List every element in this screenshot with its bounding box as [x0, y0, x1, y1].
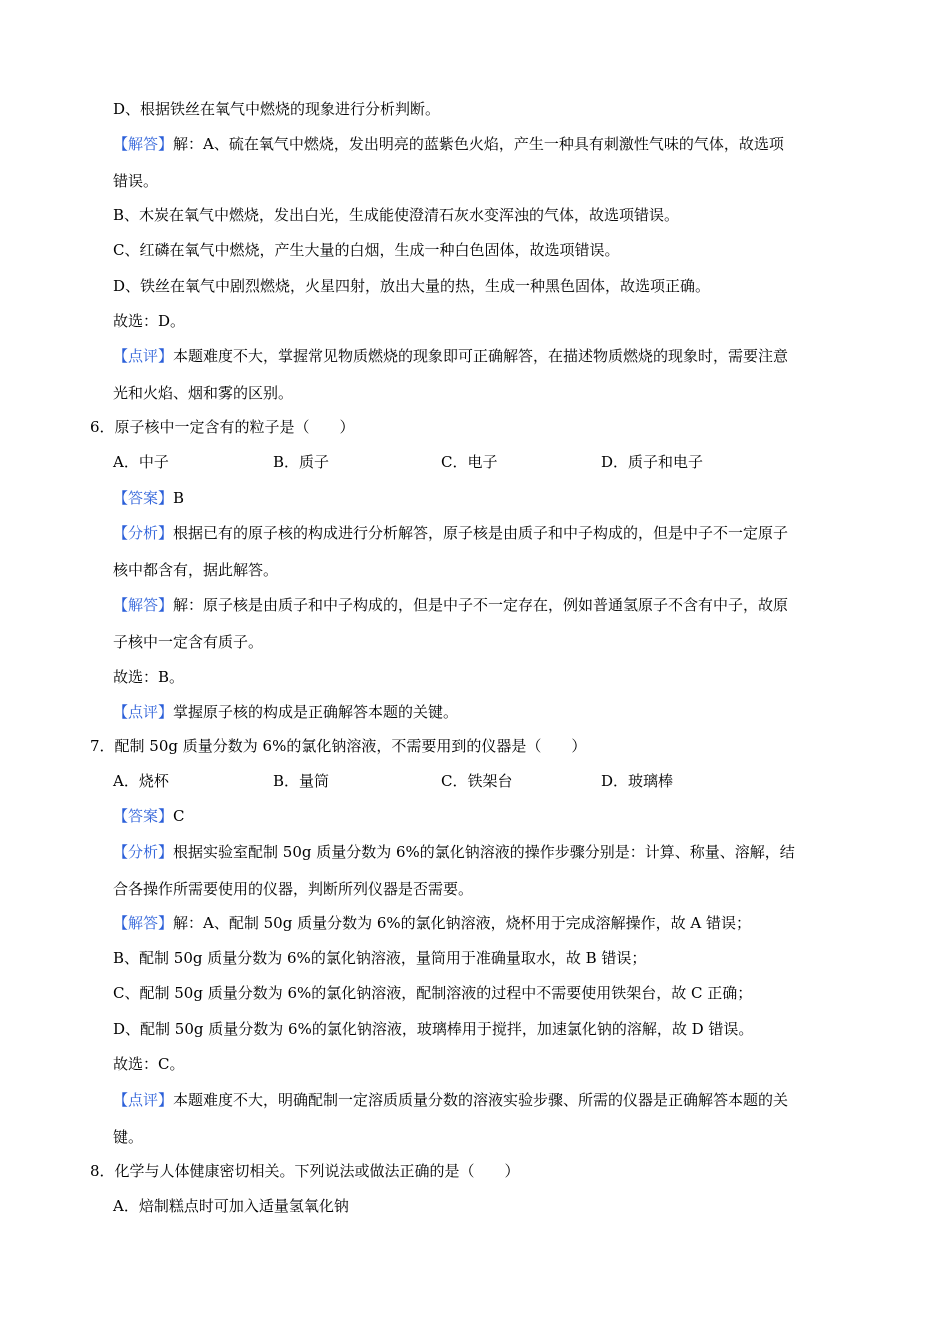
q7-analysis-line [113, 842, 795, 862]
answer-value: C [173, 807, 185, 825]
analysis-tag: 【分析】 [113, 843, 174, 861]
answer-tag: 【答案】 [113, 489, 174, 507]
text-line: 合各操作所需要使用的仪器，判断所列仪器是否需要。 [113, 880, 474, 898]
comment-tag: 【点评】 [113, 347, 174, 365]
answer-value: B [173, 489, 185, 507]
q7-choice-line: 故选：C。 [113, 1055, 185, 1073]
q7-option-b: B．量筒 [273, 772, 330, 790]
solution-text: 解：A、硫在氧气中燃烧，发出明亮的蓝紫色火焰，产生一种具有刺激性气味的气体，故选项 [173, 135, 784, 153]
q6-solution-line [113, 595, 788, 615]
text-line: B、配制 50g 质量分数为 6%的氯化钠溶液，量筒用于准确量取水，故 B 错误； [113, 949, 647, 967]
q7-option-d: D．玻璃棒 [601, 772, 674, 790]
question-8-stem: 8．化学与人体健康密切相关。下列说法或做法正确的是（ ） [90, 1162, 520, 1180]
q6-option-c: C．电子 [441, 453, 498, 471]
question-7-stem: 7．配制 50g 质量分数为 6%的氯化钠溶液，不需要用到的仪器是（ ） [90, 737, 587, 755]
q8-option-a: A．焙制糕点时可加入适量氢氧化钠 [113, 1197, 349, 1215]
q7-comment-line [113, 1090, 788, 1110]
text-line: C、红磷在氧气中燃烧，产生大量的白烟，生成一种白色固体，故选项错误。 [113, 241, 620, 259]
q6-answer-line [113, 488, 184, 508]
text-line: D、配制 50g 质量分数为 6%的氯化钠溶液，玻璃棒用于搅拌，加速氯化钠的溶解，故 D 错误。 [113, 1020, 754, 1038]
solution-text: 解：A、配制 50g 质量分数为 6%的氯化钠溶液，烧杯用于完成溶解操作，故 A 错误； [173, 914, 752, 932]
comment-text: 本题难度不大，掌握常见物质燃烧的现象即可正确解答，在描述物质燃烧的现象时，需要注意 [173, 347, 789, 365]
text-line: 子核中一定含有质子。 [113, 633, 264, 651]
q7-solution-line [113, 913, 751, 933]
comment-tag: 【点评】 [113, 1091, 174, 1109]
analysis-text: 根据已有的原子核的构成进行分析解答，原子核是由质子和中子构成的，但是中子不一定原子 [173, 524, 789, 542]
analysis-tag: 【分析】 [113, 524, 174, 542]
solution-tag: 【解答】 [113, 135, 174, 153]
question-6-stem: 6．原子核中一定含有的粒子是（ ） [90, 418, 355, 436]
q6-comment-line [113, 702, 458, 722]
comment-line [113, 346, 788, 366]
text-line: 核中都含有，据此解答。 [113, 561, 279, 579]
solution-tag: 【解答】 [113, 914, 174, 932]
text-line: C、配制 50g 质量分数为 6%的氯化钠溶液，配制溶液的过程中不需要使用铁架台，故 C 正确； [113, 984, 753, 1002]
q6-analysis-line [113, 523, 788, 543]
comment-text: 本题难度不大，明确配制一定溶质质量分数的溶液实验步骤、所需的仪器是正确解答本题的关 [173, 1091, 789, 1109]
q6-option-b: B．质子 [273, 453, 330, 471]
text-line: D、根据铁丝在氧气中燃烧的现象进行分析判断。 [113, 100, 441, 118]
comment-tag: 【点评】 [113, 703, 174, 721]
q7-option-c: C．铁架台 [441, 772, 513, 790]
text-line: 光和火焰、烟和雾的区别。 [113, 384, 294, 402]
q6-choice-line: 故选：B。 [113, 668, 185, 686]
q7-answer-line [113, 806, 185, 826]
solution-line [113, 134, 784, 154]
q6-option-d: D．质子和电子 [601, 453, 704, 471]
q7-option-a: A．烧杯 [113, 772, 169, 790]
solution-tag: 【解答】 [113, 596, 174, 614]
solution-text: 解：原子核是由质子和中子构成的，但是中子不一定存在，例如普通氢原子不含有中子，故原 [173, 596, 789, 614]
comment-text: 掌握原子核的构成是正确解答本题的关键。 [173, 703, 459, 721]
q6-option-a: A．中子 [113, 453, 169, 471]
text-line: 键。 [113, 1128, 144, 1146]
analysis-text: 根据实验室配制 50g 质量分数为 6%的氯化钠溶液的操作步骤分别是：计算、称量、溶解，结 [173, 843, 795, 861]
choice-line: 故选：D。 [113, 312, 186, 330]
text-line: 错误。 [113, 172, 159, 190]
answer-tag: 【答案】 [113, 807, 174, 825]
text-line: D、铁丝在氧气中剧烈燃烧，火星四射，放出大量的热，生成一种黑色固体，故选项正确。 [113, 277, 711, 295]
text-line: B、木炭在氧气中燃烧，发出白光，生成能使澄清石灰水变浑浊的气体，故选项错误。 [113, 206, 680, 224]
